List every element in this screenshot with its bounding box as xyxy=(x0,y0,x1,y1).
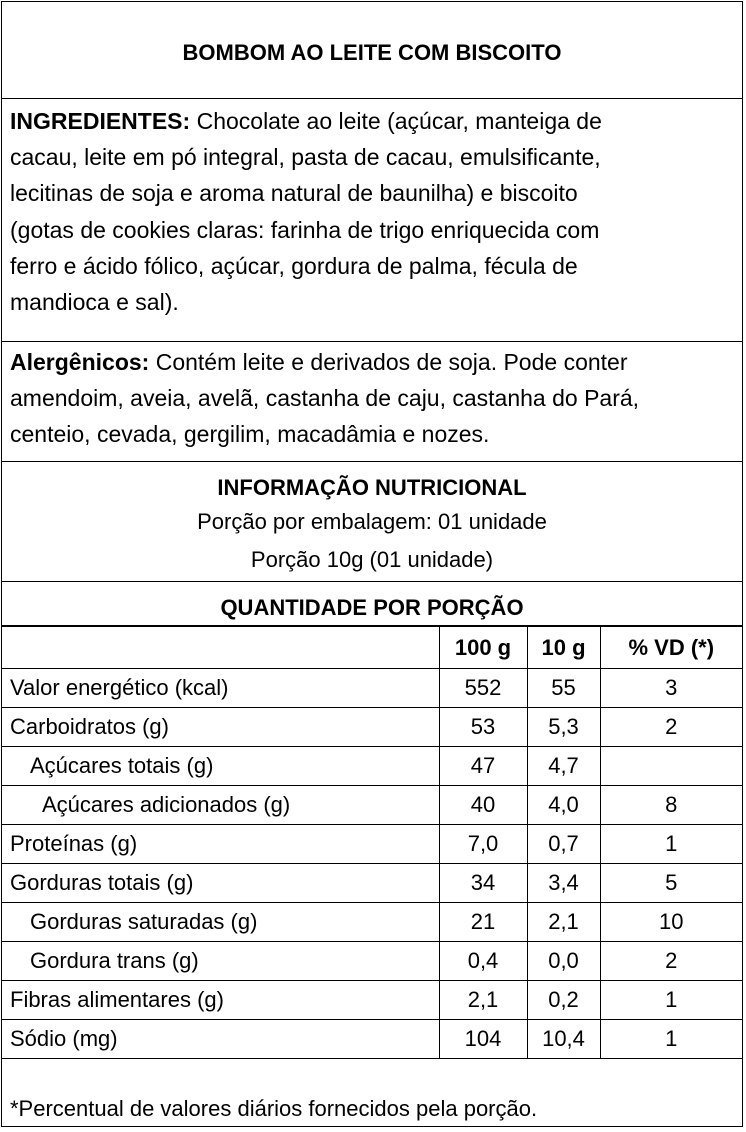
value-100g: 104 xyxy=(439,1020,527,1059)
table-row xyxy=(2,942,742,981)
table-row xyxy=(2,864,742,903)
product-title: BOMBOM AO LEITE COM BISCOITO xyxy=(182,40,562,65)
allergens-label: Alergênicos: xyxy=(10,349,150,375)
header-cell-100g: 100 g xyxy=(439,627,527,669)
table-row xyxy=(2,1020,742,1059)
value-100g: 7,0 xyxy=(439,825,527,864)
quantity-heading: QUANTIDADE POR PORÇÃO xyxy=(220,595,524,620)
footnote-section xyxy=(2,1086,742,1126)
allergens-line: amendoim, aveia, avelã, castanha de caju, castanha do Pará, xyxy=(10,385,640,412)
quantity-section xyxy=(2,582,742,626)
value-vd: 2 xyxy=(600,708,742,747)
value-10g: 55 xyxy=(527,669,600,708)
value-100g: 0,4 xyxy=(439,942,527,981)
ingredients-line xyxy=(2,103,742,139)
nutrition-table-wrap xyxy=(2,626,742,1059)
nutrient-name: Sódio (mg) xyxy=(2,1020,439,1059)
table-row xyxy=(2,747,742,786)
value-10g: 10,4 xyxy=(527,1020,600,1059)
value-100g: 40 xyxy=(439,786,527,825)
nutrient-name: Valor energético (kcal) xyxy=(2,669,439,708)
table-row xyxy=(2,903,742,942)
header-cell-vd: % VD (*) xyxy=(600,627,742,669)
value-10g: 3,4 xyxy=(527,864,600,903)
value-100g: 21 xyxy=(439,903,527,942)
table-row xyxy=(2,825,742,864)
ingredients-section xyxy=(2,99,742,342)
value-vd: 1 xyxy=(600,1020,742,1059)
value-10g: 0,2 xyxy=(527,981,600,1020)
nutrient-name: Gorduras totais (g) xyxy=(2,864,439,903)
nutrition-info-section xyxy=(2,462,742,582)
value-10g: 4,7 xyxy=(527,747,600,786)
allergens-line xyxy=(2,344,742,380)
nutrition-table xyxy=(2,626,742,1059)
value-vd: 8 xyxy=(600,786,742,825)
value-10g: 0,7 xyxy=(527,825,600,864)
value-vd: 2 xyxy=(600,942,742,981)
ingredients-text: Chocolate ao leite (açúcar, manteiga de xyxy=(196,108,602,134)
value-10g: 4,0 xyxy=(527,786,600,825)
nutrition-heading: INFORMAÇÃO NUTRICIONAL xyxy=(217,475,527,500)
value-vd: 1 xyxy=(600,981,742,1020)
serving-size: Porção 10g (01 unidade) xyxy=(250,547,494,572)
allergens-section xyxy=(2,342,742,462)
table-row xyxy=(2,981,742,1020)
ingredients-line: ferro e ácido fólico, açúcar, gordura de palma, fécula de xyxy=(10,252,578,279)
serving-per-package: Porção por embalagem: 01 unidade xyxy=(197,509,547,534)
nutrient-name: Açúcares totais (g) xyxy=(2,747,439,786)
ingredients-label: INGREDIENTES: xyxy=(10,108,191,134)
value-100g: 47 xyxy=(439,747,527,786)
ingredients-line: lecitinas de soja e aroma natural de baunilha) e biscoito xyxy=(10,180,578,207)
table-row xyxy=(2,786,742,825)
nutrient-name: Açúcares adicionados (g) xyxy=(2,786,439,825)
nutrient-name: Carboidratos (g) xyxy=(2,708,439,747)
nutrient-name: Fibras alimentares (g) xyxy=(2,981,439,1020)
table-header-row xyxy=(2,627,742,669)
value-10g: 2,1 xyxy=(527,903,600,942)
allergens-line: centeio, cevada, gergilim, macadâmia e nozes. xyxy=(10,421,490,448)
ingredients-line: (gotas de cookies claras: farinha de trigo enriquecida com xyxy=(10,216,600,243)
value-10g: 0,0 xyxy=(527,942,600,981)
value-100g: 53 xyxy=(439,708,527,747)
table-row xyxy=(2,708,742,747)
nutrition-label xyxy=(1,1,743,1127)
value-100g: 552 xyxy=(439,669,527,708)
value-vd: 5 xyxy=(600,864,742,903)
value-100g: 34 xyxy=(439,864,527,903)
nutrient-name: Proteínas (g) xyxy=(2,825,439,864)
value-vd xyxy=(600,747,742,786)
header-cell-name xyxy=(2,627,439,669)
nutrient-name: Gorduras saturadas (g) xyxy=(2,903,439,942)
footnote: *Percentual de valores diários fornecidos pela porção. xyxy=(10,1096,538,1121)
ingredients-line: mandioca e sal). xyxy=(10,289,179,316)
value-vd: 3 xyxy=(600,669,742,708)
nutrient-name: Gordura trans (g) xyxy=(2,942,439,981)
value-100g: 2,1 xyxy=(439,981,527,1020)
ingredients-line: cacau, leite em pó integral, pasta de cacau, emulsificante, xyxy=(10,144,601,171)
value-10g: 5,3 xyxy=(527,708,600,747)
allergens-text: Contém leite e derivados de soja. Pode conter xyxy=(155,349,628,375)
title-section xyxy=(2,2,742,99)
value-vd: 1 xyxy=(600,825,742,864)
table-row xyxy=(2,669,742,708)
value-vd: 10 xyxy=(600,903,742,942)
header-cell-10g: 10 g xyxy=(527,627,600,669)
